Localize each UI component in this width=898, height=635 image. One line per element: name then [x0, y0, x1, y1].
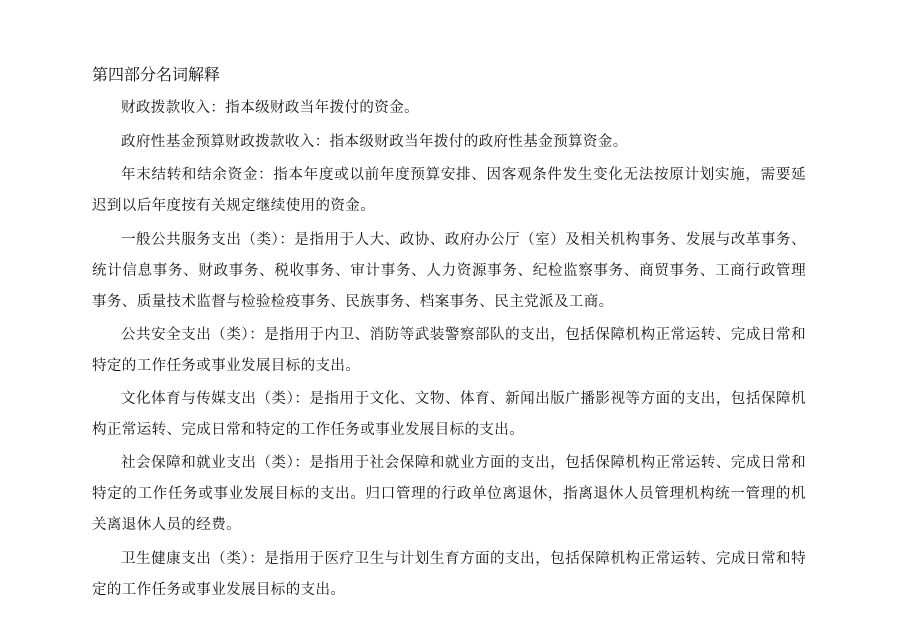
paragraph-social-security-employment: 社会保障和就业支出（类）：是指用于社会保障和就业方面的支出，包括保障机构正常运转、完成日常和特定的工作任务或事业发展目标的支出。归口管理的行政单位离退休，指离退休人员管理机构统一管理的机关离退休人员的经费。	[92, 455, 806, 533]
paragraph-general-public-services: 一般公共服务支出（类）：是指用于人大、政协、政府办公厅（室）及相关机构事务、发展与改革事务、统计信息事务、财政事务、税收事务、审计事务、人力资源事务、纪检监察事务、商贸事务、工商行政管理事务、质量技术监督与检验检疫事务、民族事务、档案事务、民主党派及工商。	[92, 232, 806, 310]
paragraph-public-security: 公共安全支出（类）：是指用于内卫、消防等武装警察部队的支出，包括保障机构正常运转、完成日常和特定的工作任务或事业发展目标的支出。	[92, 327, 806, 374]
paragraph-government-fund-income: 政府性基金预算财政拨款收入：指本级财政当年拨付的政府性基金预算资金。	[121, 134, 628, 150]
paragraph-culture-sports-media: 文化体育与传媒支出（类）：是指用于文化、文物、体育、新闻出版广播影视等方面的支出，包括保障机构正常运转、完成日常和特定的工作任务或事业发展目标的支出。	[92, 391, 806, 438]
paragraph-carryover-funds: 年末结转和结余资金：指本年度或以前年度预算安排、因客观条件发生变化无法按原计划实施，需要延迟到以后年度按有关规定继续使用的资金。	[92, 167, 806, 214]
paragraph-health: 卫生健康支出（类）：是指用于医疗卫生与计划生育方面的支出，包括保障机构正常运转、完成日常和特定的工作任务或事业发展目标的支出。	[92, 551, 806, 598]
section-heading: 第四部分名词解释	[92, 65, 221, 84]
paragraph-fiscal-appropriation-income: 财政拨款收入：指本级财政当年拨付的资金。	[121, 100, 419, 116]
